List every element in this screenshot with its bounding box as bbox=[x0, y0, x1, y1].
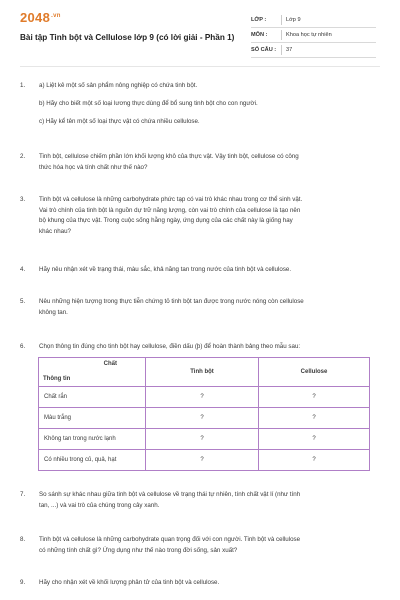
question-number: 2. bbox=[20, 153, 26, 160]
question-text: Chọn thông tin đúng cho tinh bột hay cellulose, điền dấu (þ) để hoàn thành bảng theo mẫu sau: bbox=[39, 343, 301, 350]
question-text: Tinh bột và cellulose là những carbohydrate phức tạp có vai trò khác nhau trong cơ thể sinh vật. bbox=[39, 196, 303, 203]
table-row bbox=[39, 387, 370, 408]
question-text: có những tính chất gì? Ứng dụng như thế nào trong đời sống, sản xuất? bbox=[39, 546, 238, 554]
cell-cellulose[interactable]: ? bbox=[259, 387, 370, 408]
question-1 bbox=[20, 81, 380, 137]
page-title: Bài tập Tinh bột và Cellulose lớp 9 (có lời giải - Phần 1) bbox=[20, 33, 235, 42]
table-header-corner bbox=[39, 358, 146, 387]
header-bottom-label: Thông tin bbox=[43, 376, 71, 382]
question-text: bộ khung của thực vật. Trong cuộc sống hằng ngày, ứng dụng của các chất này là giống hay bbox=[39, 217, 293, 224]
question-text: Hãy nêu nhận xét về trạng thái, màu sắc, khả năng tan trong nước của tinh bột và cellulose. bbox=[39, 266, 292, 273]
meta-value: 37 bbox=[286, 47, 293, 53]
question-number: 4. bbox=[20, 266, 26, 273]
site-logo[interactable] bbox=[20, 10, 61, 25]
meta-row-class bbox=[251, 13, 376, 28]
header-top-label: Chất bbox=[103, 361, 117, 367]
cell-starch[interactable]: ? bbox=[146, 450, 259, 471]
question-text: khác nhau? bbox=[39, 227, 71, 235]
cell-cellulose[interactable]: ? bbox=[259, 450, 370, 471]
question-2 bbox=[20, 152, 380, 176]
meta-row-count bbox=[251, 43, 376, 58]
question-7 bbox=[20, 490, 380, 514]
question-5 bbox=[20, 297, 380, 321]
table-row bbox=[39, 408, 370, 429]
question-text: Hãy cho nhận xét về khối lượng phân tử của tinh bột và cellulose. bbox=[39, 579, 220, 586]
row-label: Không tan trong nước lạnh bbox=[39, 429, 146, 450]
header bbox=[0, 0, 400, 64]
question-9 bbox=[20, 578, 380, 590]
question-text: Vai trò chính của tinh bột là nguồn dự trữ năng lượng, còn vai trò chính của cellulose là tạo nên bbox=[39, 206, 301, 214]
row-label: Màu trắng bbox=[39, 408, 146, 429]
logo-text: 2048 bbox=[20, 10, 51, 25]
table-row bbox=[39, 429, 370, 450]
question-text: So sánh sự khác nhau giữa tinh bột và cellulose về trạng thái tự nhiên, tính chất vật lí (như tính bbox=[39, 491, 301, 498]
question-text: thức hóa học và tính chất như thế nào? bbox=[39, 163, 148, 171]
question-text: không tan. bbox=[39, 308, 68, 316]
question-number: 5. bbox=[20, 298, 26, 305]
meta-row-subject bbox=[251, 28, 376, 43]
question-text: Tinh bột và cellulose là những carbohydrate quan trọng đối với con người. Tinh bột và cellulose bbox=[39, 536, 301, 543]
column-header-cellulose: Cellulose bbox=[259, 358, 370, 387]
meta-key: LỚP : bbox=[251, 17, 267, 23]
question-number: 3. bbox=[20, 196, 26, 203]
question-number: 8. bbox=[20, 536, 26, 543]
answer-table bbox=[38, 357, 370, 471]
table-row bbox=[39, 450, 370, 471]
row-label: Chất rắn bbox=[39, 387, 146, 408]
meta-value: Khoa học tự nhiên bbox=[286, 32, 332, 38]
divider bbox=[20, 66, 380, 67]
meta-key: SỐ CÂU : bbox=[251, 47, 277, 53]
question-text: tan, ...) và vai trò của chúng trong cây xanh. bbox=[39, 501, 160, 509]
row-label: Có nhiều trong củ, quả, hạt bbox=[39, 450, 146, 471]
meta-panel bbox=[251, 13, 376, 58]
meta-value: Lớp 9 bbox=[286, 17, 301, 23]
question-8 bbox=[20, 535, 380, 559]
question-1b: b) Hãy cho biết một số loại lương thực dùng để bổ sung tinh bột cho con người. bbox=[39, 100, 258, 107]
question-number: 6. bbox=[20, 343, 26, 350]
question-number: 1. bbox=[20, 82, 26, 89]
question-text: Tinh bột, cellulose chiếm phần lớn khối lượng khô của thực vật. Vậy tinh bột, cellulose có công bbox=[39, 153, 299, 160]
cell-cellulose[interactable]: ? bbox=[259, 408, 370, 429]
logo-suffix: .vn bbox=[51, 12, 61, 19]
question-number: 9. bbox=[20, 579, 26, 586]
question-text: Nêu những hiện tượng trong thực tiễn chứng tỏ tinh bột tan được trong nước nóng còn cellulose bbox=[39, 298, 304, 305]
cell-starch[interactable]: ? bbox=[146, 429, 259, 450]
cell-starch[interactable]: ? bbox=[146, 387, 259, 408]
question-1c: c) Hãy kể tên một số loại thực vật có chứa nhiều cellulose. bbox=[39, 118, 200, 125]
cell-cellulose[interactable]: ? bbox=[259, 429, 370, 450]
question-4 bbox=[20, 265, 380, 277]
table-header-row bbox=[39, 358, 370, 387]
cell-starch[interactable]: ? bbox=[146, 408, 259, 429]
question-number: 7. bbox=[20, 491, 26, 498]
column-header-starch: Tinh bột bbox=[146, 358, 259, 387]
question-1a: a) Liệt kê một số sản phẩm nông nghiệp có chứa tinh bột. bbox=[39, 82, 198, 89]
question-3 bbox=[20, 195, 380, 241]
question-6 bbox=[20, 342, 380, 354]
meta-key: MÔN : bbox=[251, 32, 268, 38]
